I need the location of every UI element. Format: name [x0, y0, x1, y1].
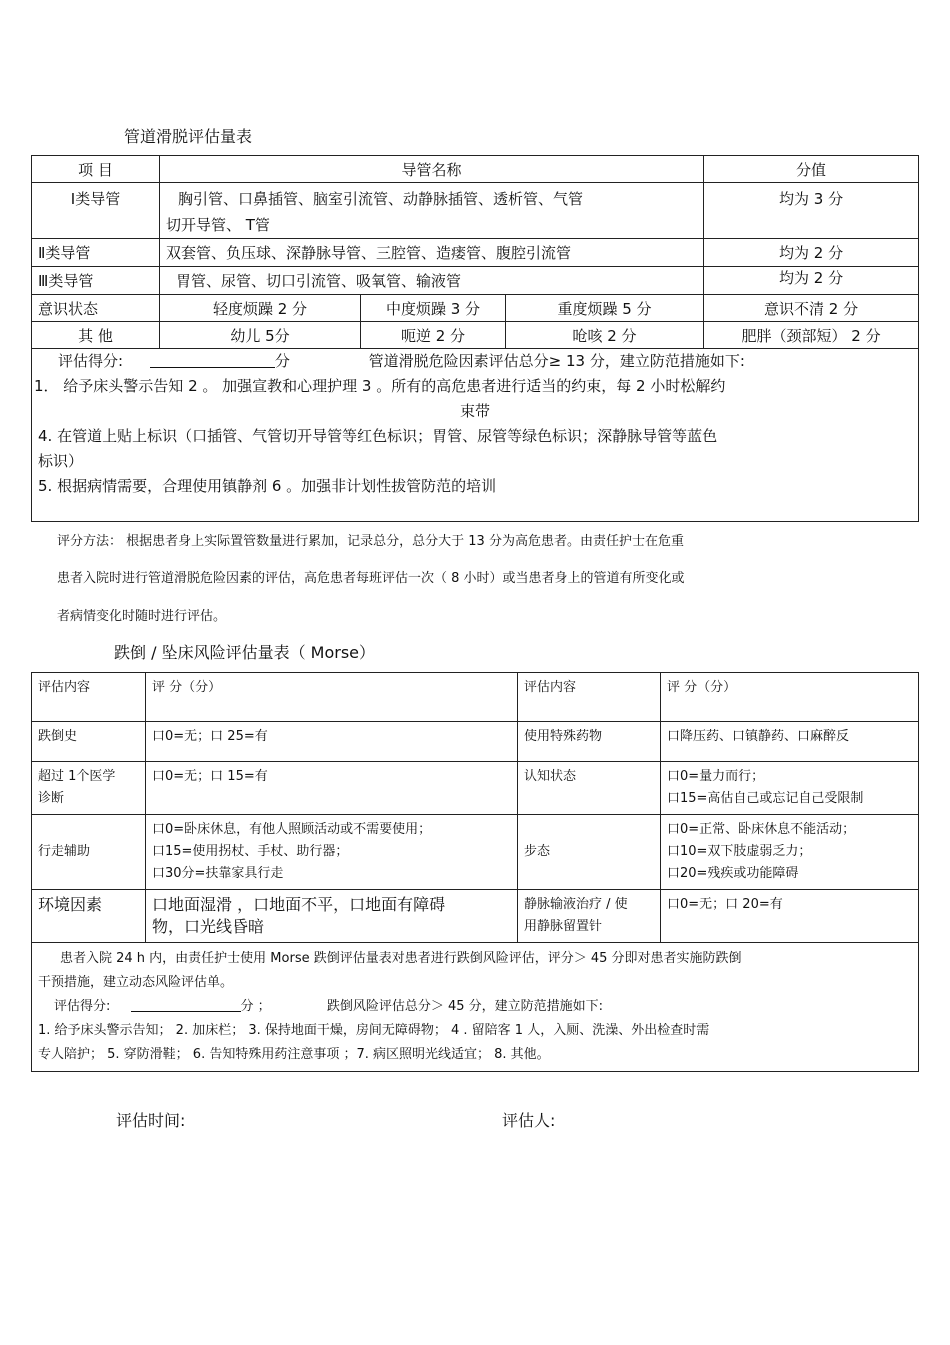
- tube-score-blank: [150, 353, 275, 368]
- walking-aid-label: 行走辅助: [32, 815, 146, 890]
- header-score: 分值: [704, 156, 919, 183]
- category-2-score: 均为 2 分: [704, 239, 919, 267]
- diagnosis-label-line2: 诊断: [38, 791, 65, 806]
- gait-option-0: 口0=正常、卧床休息不能活动；: [667, 822, 856, 837]
- consciousness-unclear: 意识不清 2 分: [704, 295, 919, 322]
- tube-measure-4-cont: 标识）: [38, 452, 84, 470]
- others-hiccup: 呃逆 2 分: [361, 322, 506, 349]
- tube-score-unit: 分: [274, 352, 290, 370]
- iv-therapy-label-line2: 用静脉留置针: [524, 919, 603, 934]
- fall-history-label: 跌倒史: [32, 722, 146, 762]
- tube-table-title: 管道滑脱评估量表: [124, 127, 253, 146]
- category-1-tubes-line2: 切开导管、 T管: [166, 216, 270, 234]
- tube-measure-5: 5. 根据病情需要，合理使用镇静剂 6 。加强非计划性拔管防范的培训: [38, 477, 497, 495]
- method-note-1: 评分方法： 根据患者身上实际置管数量进行累加，记录总分，总分大于 13 分为高危患者。由责任护士在危重: [57, 534, 684, 549]
- gait-option-10: 口10=双下肢虚弱乏力；: [667, 844, 812, 859]
- morse-score-blank: [131, 997, 241, 1012]
- cognition-option-15: 口15=高估自己或忘记自己受限制: [667, 791, 864, 806]
- others-child: 幼儿 5分: [160, 322, 361, 349]
- category-2: Ⅱ类导管: [32, 239, 160, 267]
- category-2-tubes: 双套管、负压球、深静脉导管、三腔管、造瘘管、腹腔引流管: [160, 239, 704, 267]
- iv-therapy-options: 口0=无；口 20=有: [661, 890, 919, 943]
- iv-therapy-label-line1: 静脉输液治疗 / 使: [524, 897, 628, 912]
- gait-label: 步态: [518, 815, 661, 890]
- tube-score-label: 评估得分:: [58, 352, 124, 370]
- category-1-tubes: [160, 183, 704, 239]
- category-3: Ⅲ类导管: [32, 267, 160, 295]
- tube-measures-cell: [32, 349, 919, 522]
- morse-measures-line2: 专人陪护； 5. 穿防滑鞋； 6. 告知特殊用药注意事项 ；7. 病区照明光线适宜； 8. 其他。: [38, 1047, 550, 1062]
- tube-measure-1: 1． 给予床头警示告知 2 。 加强宣教和心理护理 3 。所有的高危患者进行适当的约束，每 2 小时松解约: [34, 377, 726, 395]
- morse-header-content-right: 评估内容: [518, 673, 661, 722]
- category-1: Ⅰ类导管: [32, 183, 160, 239]
- gait-option-20: 口20=残疾或功能障碍: [667, 866, 799, 881]
- tube-measure-4: 4. 在管道上贴上标识（口插管、气管切开导管等红色标识；胃管、尿管等绿色标识；深静脉导管等蓝色: [38, 427, 718, 445]
- morse-footer-line2: 干预措施，建立动态风险评估单。: [38, 975, 234, 990]
- special-drugs-label: 使用特殊药物: [518, 722, 661, 762]
- morse-measures-line1: 1. 给予床头警示告知； 2. 加床栏； 3. 保持地面干燥，房间无障碍物； 4 . 留陪客 1 人，入厕、洗澡、外出检查时需: [38, 1023, 710, 1038]
- morse-table-title: 跌倒 / 坠床风险评估量表（ Morse）: [114, 643, 376, 662]
- header-tube-name: 导管名称: [160, 156, 704, 183]
- others-label: 其 他: [32, 322, 160, 349]
- consciousness-moderate: 中度烦躁 3 分: [361, 295, 506, 322]
- tube-measure-1-cont: 束带: [460, 402, 491, 420]
- method-note-2: 患者入院时进行管道滑脱危险因素的评估，高危患者每班评估一次（ 8 小时）或当患者身上的管道有所变化或: [57, 571, 685, 586]
- others-obesity: 肥胖（颈部短） 2 分: [704, 322, 919, 349]
- morse-score-unit: 分 ；: [240, 999, 271, 1014]
- environment-options-line1: 口地面湿滑 ，口地面不平，口地面有障碍: [152, 895, 446, 914]
- category-1-score: 均为 3 分: [704, 183, 919, 239]
- assessor-label: 评估人:: [502, 1111, 556, 1130]
- morse-fall-risk-table: [31, 672, 919, 1072]
- category-3-tubes: 胃管、尿管、切口引流管、吸氧管、输液管: [160, 267, 704, 295]
- diagnosis-options: 口0=无；口 15=有: [146, 762, 518, 815]
- morse-header-content-left: 评估内容: [32, 673, 146, 722]
- others-cough: 呛咳 2 分: [506, 322, 704, 349]
- environment-options-line2: 物，口光线昏暗: [152, 917, 265, 936]
- method-note-3: 者病情变化时随时进行评估。: [57, 609, 227, 624]
- cognition-label: 认知状态: [518, 762, 661, 815]
- morse-header-score-left: 评 分（分）: [146, 673, 518, 722]
- walking-aid-option-30: 口30分=扶靠家具行走: [152, 866, 284, 881]
- morse-footer-cell: [32, 943, 919, 1072]
- walking-aid-option-0: 口0=卧床休息，有他人照顾活动或不需要使用；: [152, 822, 432, 837]
- category-1-tubes-line1: 胸引管、口鼻插管、脑室引流管、动静脉插管、透析管、气管: [178, 190, 584, 208]
- consciousness-mild: 轻度烦躁 2 分: [160, 295, 361, 322]
- morse-footer-line1: 患者入院 24 h 内，由责任护士使用 Morse 跌倒评估量表对患者进行跌倒风险评估，评分＞ 45 分即对患者实施防跌倒: [60, 951, 742, 966]
- header-item: 项 目: [32, 156, 160, 183]
- special-drugs-options: 口降压药、口镇静药、口麻醉反: [661, 722, 919, 762]
- category-3-score: 均为 2 分: [704, 267, 919, 295]
- environment-label: 环境因素: [32, 890, 146, 943]
- assessment-time-label: 评估时间:: [116, 1111, 186, 1130]
- tube-slip-assessment-table: [31, 155, 919, 522]
- diagnosis-label-line1: 超过 1个医学: [38, 769, 116, 784]
- consciousness-severe: 重度烦躁 5 分: [506, 295, 704, 322]
- tube-threshold-text: 管道滑脱危险因素评估总分≥ 13 分，建立防范措施如下:: [368, 352, 745, 370]
- consciousness-label: 意识状态: [32, 295, 160, 322]
- fall-history-options: 口0=无；口 25=有: [146, 722, 518, 762]
- walking-aid-option-15: 口15=使用拐杖、手杖、助行器；: [152, 844, 349, 859]
- morse-threshold-text: 跌倒风险评估总分＞ 45 分，建立防范措施如下:: [326, 999, 603, 1014]
- morse-header-score-right: 评 分（分）: [661, 673, 919, 722]
- cognition-option-0: 口0=量力而行；: [667, 769, 765, 784]
- morse-score-label: 评估得分:: [54, 999, 111, 1014]
